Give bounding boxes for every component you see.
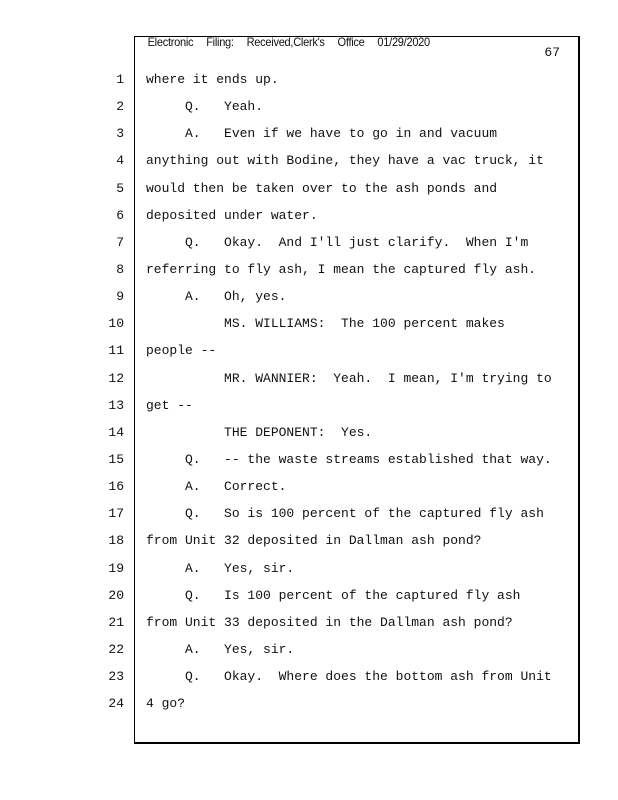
transcript-line: from Unit 32 deposited in Dallman ash pond? (146, 533, 482, 549)
transcript-line: MS. WILLIAMS: The 100 percent makes (146, 316, 505, 332)
page-number: 67 (544, 45, 560, 60)
line-number: 12 (108, 370, 124, 386)
line-number: 4 (116, 153, 124, 169)
transcript-line: from Unit 33 deposited in the Dallman ash pond? (146, 614, 513, 630)
line-number-column (90, 66, 124, 717)
transcript-line: 4 go? (146, 696, 186, 712)
line-number: 23 (108, 669, 124, 685)
filing-stamp-office: Office (337, 35, 365, 49)
transcript-line: A. Yes, sir. (146, 641, 295, 657)
transcript-line: THE DEPONENT: Yes. (146, 424, 373, 440)
transcript-line: deposited under water. (146, 207, 318, 223)
line-number: 1 (116, 72, 124, 87)
line-number: 10 (108, 316, 124, 332)
transcript-line: would then be taken over to the ash ponds and (146, 180, 498, 196)
line-number: 13 (108, 397, 124, 413)
filing-stamp-filing: Filing: (206, 35, 234, 49)
line-number: 18 (108, 533, 124, 549)
line-number: 21 (108, 614, 124, 630)
line-number: 5 (116, 180, 124, 196)
line-number: 19 (108, 560, 124, 576)
filing-stamp-received: Received,Clerk's (246, 35, 325, 49)
line-number: 11 (108, 343, 124, 359)
transcript-line: anything out with Bodine, they have a vac truck, it (146, 153, 544, 169)
filing-stamp-electronic: Electronic (147, 35, 194, 49)
line-number: 6 (116, 207, 124, 223)
line-number: 24 (108, 696, 124, 712)
line-number: 8 (116, 261, 124, 277)
transcript-line: A. Oh, yes. (146, 289, 287, 305)
transcript-line: A. Yes, sir. (146, 560, 295, 576)
transcript-line: Q. Is 100 percent of the captured fly ash (146, 587, 521, 603)
line-number: 16 (108, 479, 124, 495)
transcript-line: get -- (146, 397, 193, 413)
line-number: 7 (116, 234, 124, 250)
filing-stamp-date: 01/29/2020 (377, 35, 430, 49)
line-number: 14 (108, 424, 124, 440)
transcript-line: A. Correct. (146, 479, 287, 495)
line-number: 15 (108, 451, 124, 467)
transcript-line: MR. WANNIER: Yeah. I mean, I'm trying to (146, 370, 552, 386)
line-number: 20 (108, 587, 124, 603)
line-number: 9 (116, 289, 124, 305)
transcript-line: Q. Okay. And I'll just clarify. When I'm (146, 234, 529, 250)
line-number: 3 (116, 126, 124, 142)
transcript-line: referring to fly ash, I mean the captured fly ash. (146, 261, 537, 277)
line-number: 17 (108, 506, 124, 522)
transcript-line: A. Even if we have to go in and vacuum (146, 126, 498, 142)
transcript-line: Q. -- the waste streams established that way. (146, 451, 552, 467)
transcript-line: Q. Okay. Where does the bottom ash from Unit (146, 669, 552, 685)
transcript-line: people -- (146, 343, 217, 359)
transcript-line: Q. Yeah. (146, 99, 264, 115)
line-number: 2 (116, 99, 124, 115)
transcript-text (146, 66, 576, 717)
transcript-line: where it ends up. (146, 72, 279, 87)
transcript-line: Q. So is 100 percent of the captured fly ash (146, 506, 544, 522)
line-number: 22 (108, 641, 124, 657)
